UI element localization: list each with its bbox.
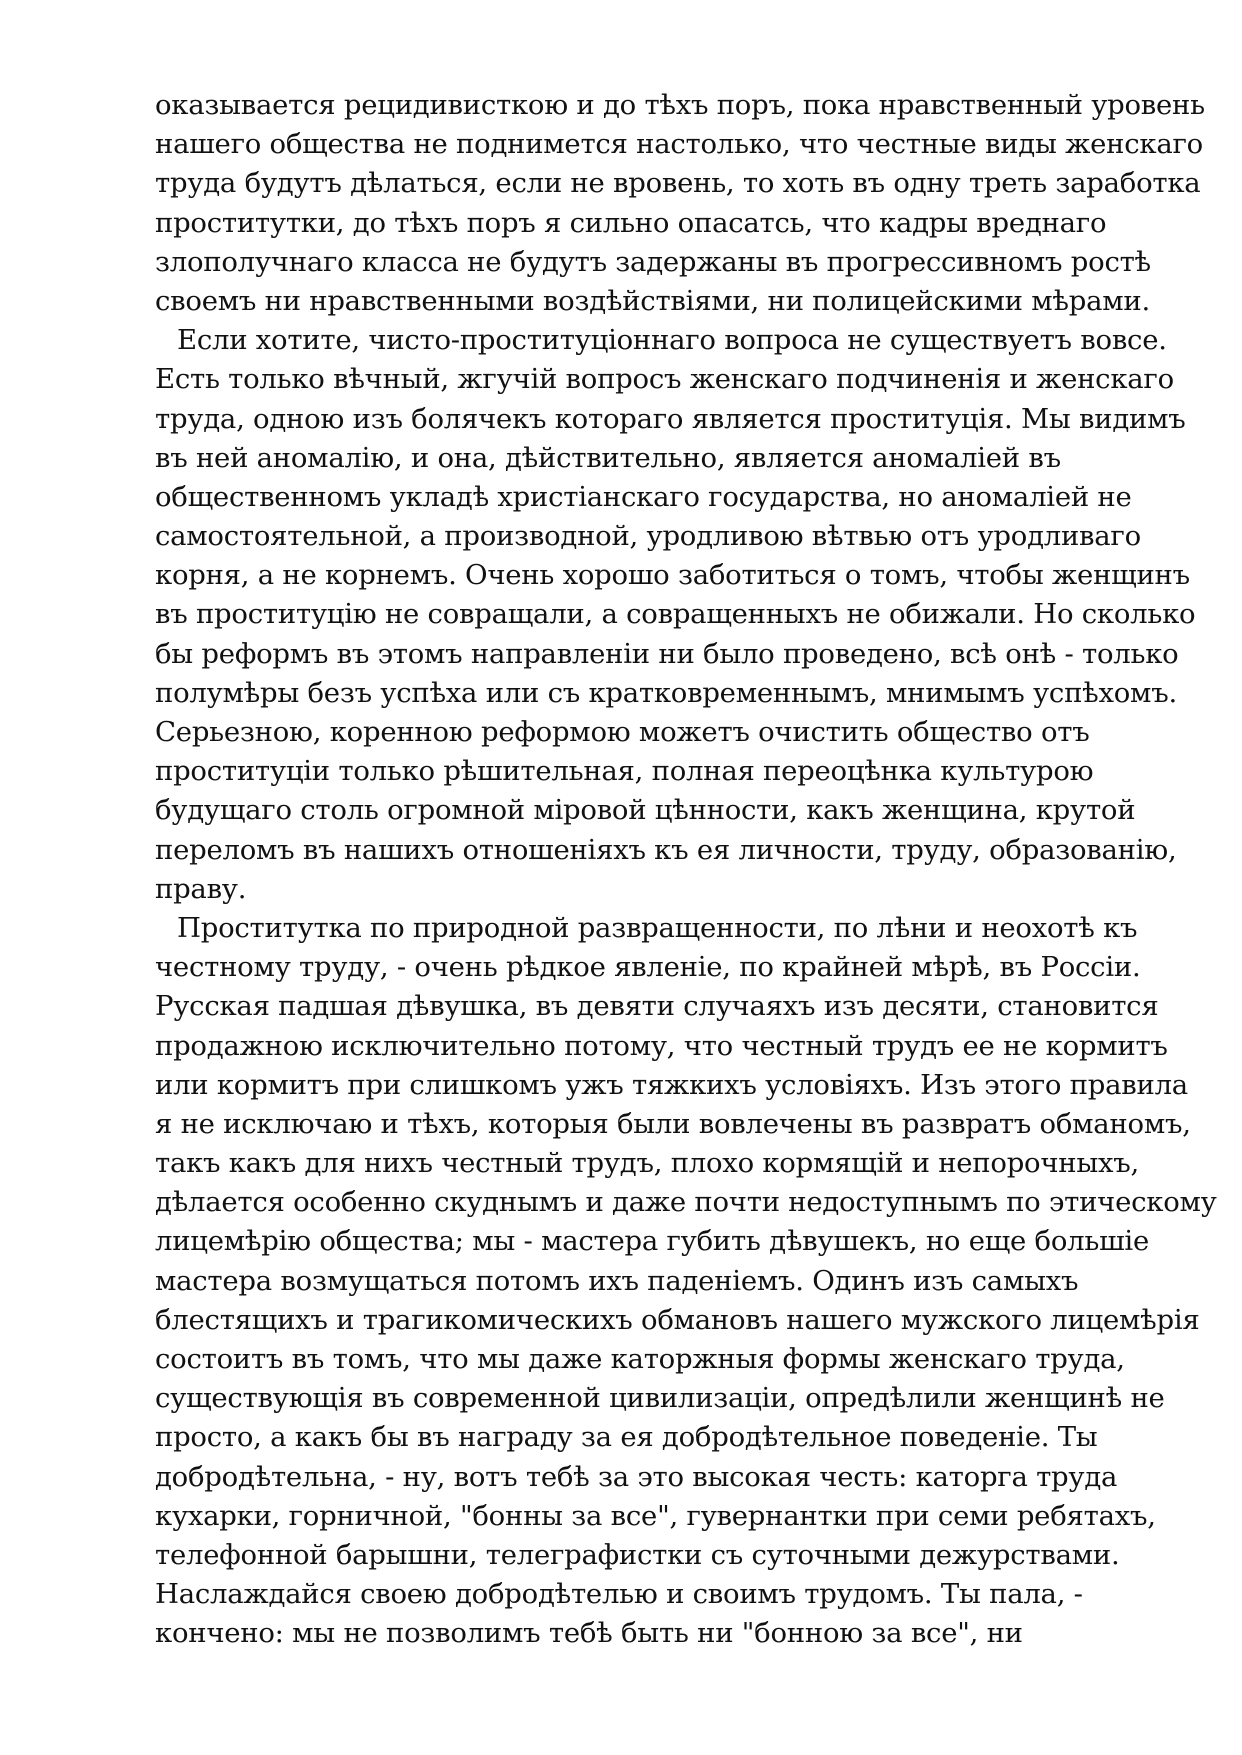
text-line: труда, одною изъ болячекъ котораго является проституція. Мы видимъ <box>155 402 1186 435</box>
paragraph-1 <box>155 86 1205 321</box>
text-line: переломъ въ нашихъ отношеніяхъ къ ея личности, труду, образованію, <box>155 833 1177 866</box>
text-line: корня, а не корнемъ. Очень хорошо заботиться о томъ, чтобы женщинъ <box>155 559 1190 592</box>
text-line: Есть только вѣчный, жгучій вопросъ женскаго подчиненія и женскаго <box>155 363 1174 396</box>
text-line: Проститутка по природной развращенности, по лѣни и неохотѣ къ <box>177 911 1138 944</box>
text-line: телефонной барышни, телеграфистки съ суточными дежурствами. <box>155 1538 1120 1571</box>
text-line: такъ какъ для нихъ честный трудъ, плохо кормящій и непорочныхъ, <box>155 1147 1139 1180</box>
text-line: просто, а какъ бы въ награду за ея добродѣтельное поведеніе. Ты <box>155 1421 1098 1454</box>
paragraph-2 <box>155 321 1196 909</box>
text-line: кончено: мы не позволимъ тебѣ быть ни "бонною за все", ни <box>155 1617 1023 1650</box>
text-line: мастера возмущаться потомъ ихъ паденіемъ. Одинъ изъ самыхъ <box>155 1264 1079 1297</box>
text-line: самостоятельной, а производной, уродливою вѣтвью отъ уродливаго <box>155 520 1141 553</box>
text-line: своемъ ни нравственными воздѣйствіями, ни полицейскими мѣрами. <box>155 284 1150 317</box>
text-line: я не исключаю и тѣхъ, которыя были вовлечены въ развратъ обманомъ, <box>155 1107 1191 1140</box>
text-line: проститутки, до тѣхъ поръ я сильно опасатсь, что кадры вреднаго <box>155 206 1107 239</box>
text-line: труда будутъ дѣлаться, если не вровень, то хоть въ одну треть заработка <box>155 167 1201 200</box>
text-line: кухарки, горничной, "бонны за все", гувернантки при семи ребятахъ, <box>155 1499 1156 1532</box>
text-line: или кормитъ при слишкомъ ужъ тяжкихъ условіяхъ. Изъ этого правила <box>155 1068 1188 1101</box>
text-line: Наслаждайся своею добродѣтелью и своимъ трудомъ. Ты пала, - <box>155 1578 1083 1611</box>
text-line: праву. <box>155 872 247 905</box>
text-line: нашего общества не поднимется настолько, что честные виды женскаго <box>155 128 1203 161</box>
text-line: дѣлается особенно скуднымъ и даже почти недоступнымъ по этическому <box>155 1186 1217 1219</box>
text-line: злополучнаго класса не будутъ задержаны въ прогрессивномъ ростѣ <box>155 245 1151 278</box>
text-line: добродѣтельна, - ну, вотъ тебѣ за это высокая честь: каторга труда <box>155 1460 1118 1493</box>
text-line: Русская падшая дѣвушка, въ девяти случаяхъ изъ десяти, становится <box>155 990 1159 1023</box>
text-line: бы реформъ въ этомъ направленіи ни было проведено, всѣ онѣ - только <box>155 637 1179 670</box>
text-line: проституціи только рѣшительная, полная переоцѣнка культурою <box>155 755 1094 788</box>
text-line: лицемѣрію общества; мы - мастера губить дѣвушекъ, но еще большіе <box>155 1225 1149 1258</box>
text-line: оказывается рецидивисткою и до тѣхъ поръ, пока нравственный уровень <box>155 89 1205 121</box>
text-line: будущаго столь огромной міровой цѣнности, какъ женщина, крутой <box>155 794 1136 827</box>
text-line: въ ней аномалію, и она, дѣйствительно, является аномаліей въ <box>155 441 1061 474</box>
text-line: состоитъ въ томъ, что мы даже каторжныя формы женскаго труда, <box>155 1343 1125 1375</box>
text-line: продажною исключительно потому, что честный трудъ ее не кормитъ <box>155 1029 1168 1062</box>
text-line: Серьезною, коренною реформою можетъ очистить общество отъ <box>155 716 1090 748</box>
text-line: общественномъ укладѣ христіанскаго государства, но аномаліей не <box>155 480 1132 513</box>
text-line: Если хотите, чисто-проституціоннаго вопроса не существуетъ вовсе. <box>177 324 1167 357</box>
text-line: въ проституцію не совращали, а совращенныхъ не обижали. Но сколько <box>155 598 1196 631</box>
paragraph-3 <box>155 909 1217 1654</box>
text-line: существующія въ современной цивилизаціи, опредѣлили женщинѣ не <box>155 1382 1165 1415</box>
page-text <box>155 86 1217 1654</box>
text-line: блестящихъ и трагикомическихъ обмановъ нашего мужского лицемѣрія <box>155 1303 1200 1336</box>
text-line: полумѣры безъ успѣха или съ кратковременнымъ, мнимымъ успѣхомъ. <box>155 676 1177 709</box>
text-line: честному труду, - очень рѣдкое явленіе, по крайней мѣрѣ, въ Россіи. <box>155 951 1141 984</box>
